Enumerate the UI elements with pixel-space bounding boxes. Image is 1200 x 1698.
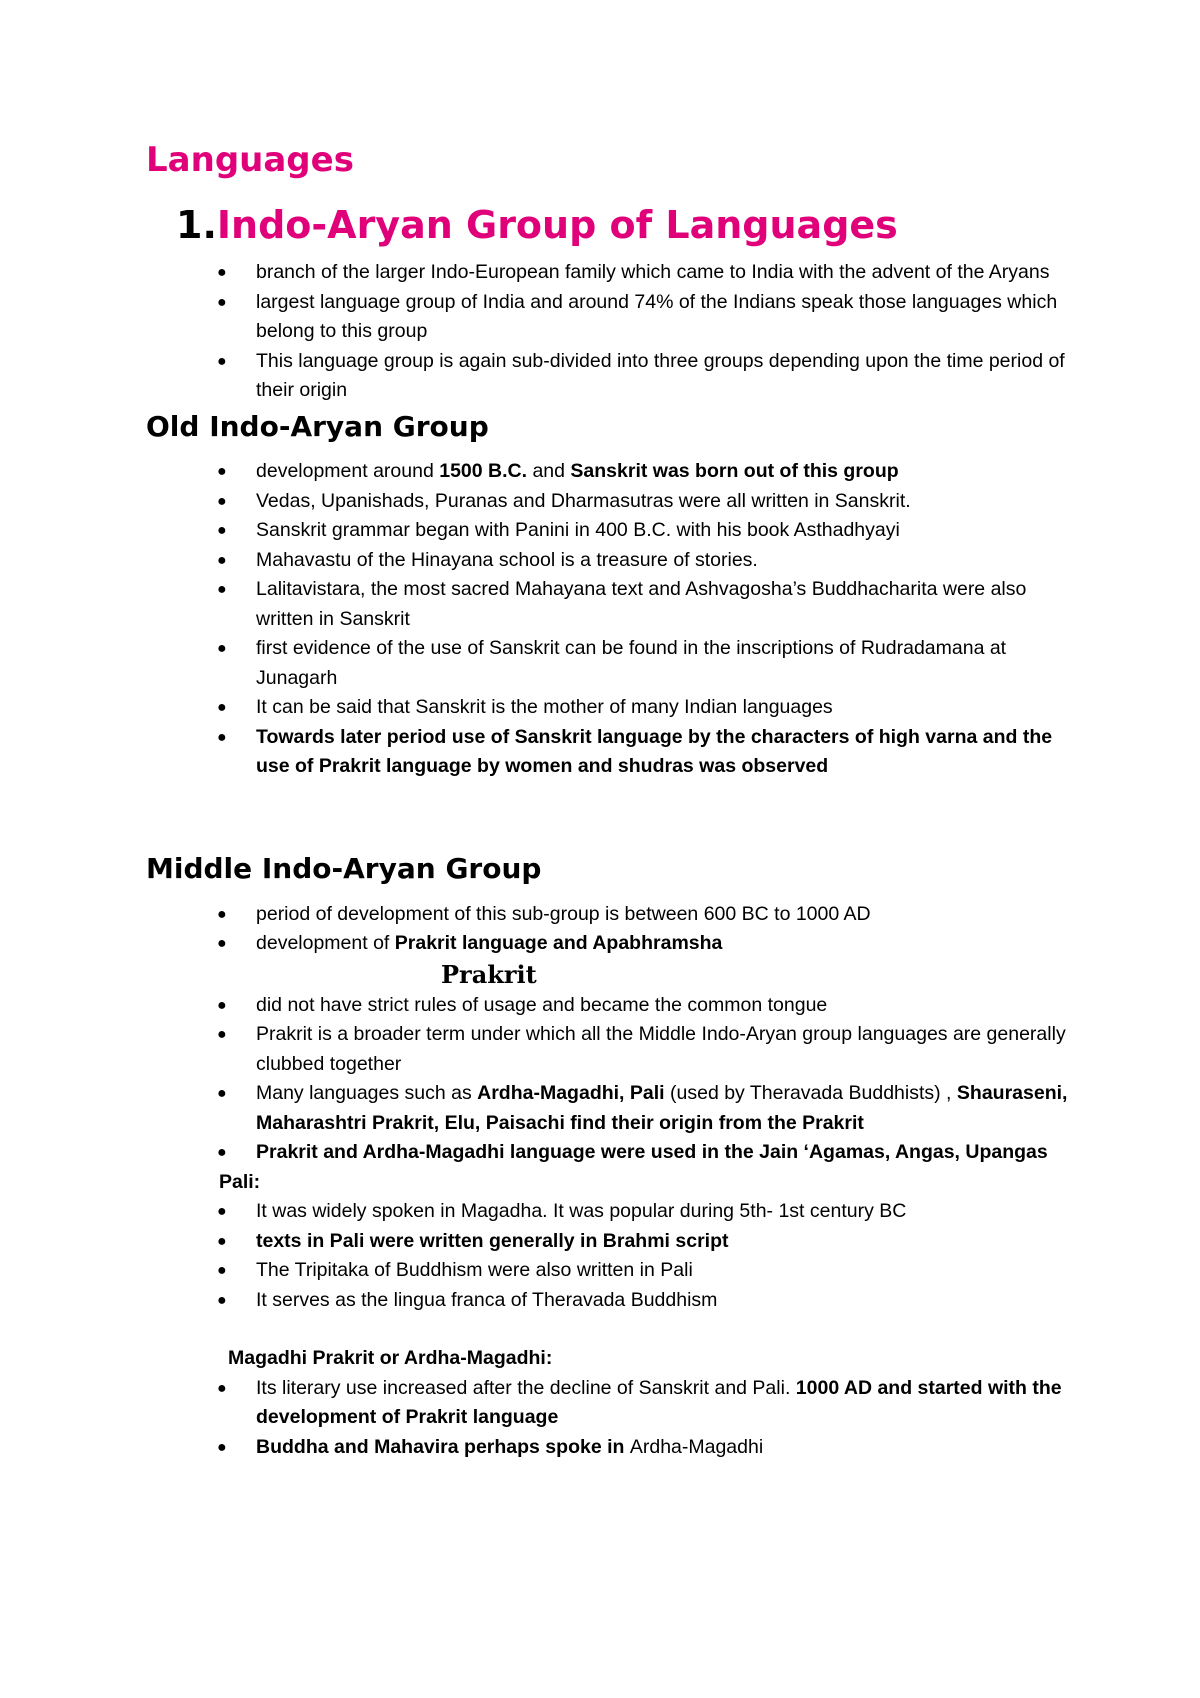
list-item: ● branch of the larger Indo-European family which came to India with the advent of the Aryans	[146, 258, 1086, 288]
bullet-icon: ●	[217, 1085, 227, 1103]
bullet-icon: ●	[217, 1262, 227, 1280]
bullet-icon: ●	[217, 728, 227, 746]
bullet-icon: ●	[217, 1026, 227, 1044]
list-item: ● did not have strict rules of usage and became the common tongue	[146, 991, 1086, 1021]
list-item: ● texts in Pali were written generally in Brahmi script	[146, 1227, 1086, 1257]
list-item: ● Buddha and Mahavira perhaps spoke in Ardha-Magadhi	[146, 1433, 1086, 1463]
list-item: ● Sanskrit grammar began with Panini in 400 B.C. with his book Asthadhyayi	[146, 516, 1086, 546]
section-heading-indo-aryan	[176, 203, 1086, 249]
list-item: ● It was widely spoken in Magadha. It was popular during 5th- 1st century BC	[146, 1197, 1086, 1227]
list-item: ● It can be said that Sanskrit is the mother of many Indian languages	[146, 693, 1086, 723]
list-item: ● period of development of this sub-group is between 600 BC to 1000 AD	[146, 900, 1086, 930]
list-item: ● Towards later period use of Sanskrit language by the characters of high varna and the use of Prakrit language by women and shudras was observed	[146, 723, 1086, 782]
list-item: ● Many languages such as Ardha-Magadhi, Pali (used by Theravada Buddhists) , Shauraseni, Maharashtri Prakrit, Elu, Paisachi find their origin from the Prakrit	[146, 1079, 1086, 1138]
list-item: ● Mahavastu of the Hinayana school is a treasure of stories.	[146, 546, 1086, 576]
bullet-icon: ●	[217, 1144, 227, 1162]
bullet-icon: ●	[217, 1232, 227, 1250]
bullet-icon: ●	[217, 463, 227, 481]
list-item: ● It serves as the lingua franca of Theravada Buddhism	[146, 1286, 1086, 1316]
list-item: ● first evidence of the use of Sanskrit can be found in the inscriptions of Rudradamana at Junagarh	[146, 634, 1086, 693]
intro-list	[146, 258, 1086, 406]
old-group-heading: Old Indo-Aryan Group	[146, 409, 489, 443]
prakrit-subheading: Prakrit	[441, 959, 537, 989]
page-title: Languages	[146, 140, 354, 180]
bullet-icon: ●	[217, 352, 227, 370]
document-content	[146, 140, 1086, 1462]
list-item: ● Prakrit and Ardha-Magadhi language were used in the Jain ‘Agamas, Angas, Upangas	[146, 1138, 1086, 1168]
list-item: ● This language group is again sub-divided into three groups depending upon the time period of their origin	[146, 347, 1086, 406]
bullet-icon: ●	[217, 1438, 227, 1456]
bullet-icon: ●	[217, 581, 227, 599]
magadhi-list	[146, 1374, 1086, 1463]
section-heading-text: Indo-Aryan Group of Languages	[216, 202, 898, 247]
pali-list	[146, 1197, 1086, 1315]
list-item: ● Its literary use increased after the decline of Sanskrit and Pali. 1000 AD and started with the development of Prakrit language	[146, 1374, 1086, 1433]
middle-group-heading: Middle Indo-Aryan Group	[146, 851, 542, 885]
bullet-icon: ●	[217, 264, 227, 282]
list-item: ● The Tripitaka of Buddhism were also written in Pali	[146, 1256, 1086, 1286]
list-item: ● largest language group of India and around 74% of the Indians speak those languages which belong to this group	[146, 288, 1086, 347]
bullet-icon: ●	[217, 640, 227, 658]
middle-group-list	[146, 900, 1086, 959]
bullet-icon: ●	[217, 935, 227, 953]
bullet-icon: ●	[217, 699, 227, 717]
bullet-icon: ●	[217, 1379, 227, 1397]
old-group-list	[146, 457, 1086, 782]
magadhi-label: Magadhi Prakrit or Ardha-Magadhi:	[228, 1347, 553, 1370]
bullet-icon: ●	[217, 492, 227, 510]
prakrit-list	[146, 991, 1086, 1168]
bullet-icon: ●	[217, 293, 227, 311]
list-item: ● development around 1500 B.C. and Sanskrit was born out of this group	[146, 457, 1086, 487]
bullet-icon: ●	[217, 522, 227, 540]
bullet-icon: ●	[217, 1291, 227, 1309]
list-item: ● Vedas, Upanishads, Puranas and Dharmasutras were all written in Sanskrit.	[146, 487, 1086, 517]
list-item: ● development of Prakrit language and Apabhramsha	[146, 929, 1086, 959]
bullet-icon: ●	[217, 1203, 227, 1221]
bullet-icon: ●	[217, 905, 227, 923]
bullet-icon: ●	[217, 551, 227, 569]
list-item: ● Prakrit is a broader term under which all the Middle Indo-Aryan group languages are generally clubbed together	[146, 1020, 1086, 1079]
section-number: 1.	[176, 202, 217, 247]
pali-label: Pali:	[219, 1170, 261, 1193]
list-item: ● Lalitavistara, the most sacred Mahayana text and Ashvagosha’s Buddhacharita were also written in Sanskrit	[146, 575, 1086, 634]
bullet-icon: ●	[217, 996, 227, 1014]
